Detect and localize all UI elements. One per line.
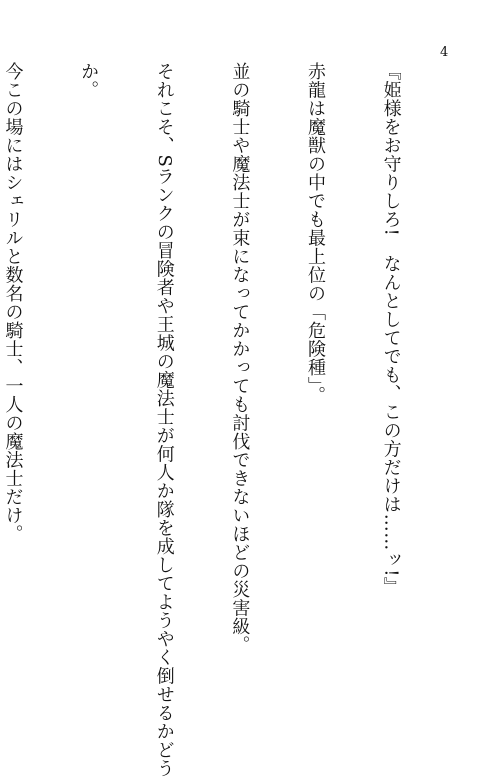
text-line: か。 [78,62,100,99]
novel-text [2,62,454,778]
text-line: 『姫様をお守りしろ! なんとしてでも、この方だけは……ッ!』 [380,62,402,596]
text-line: 今この場にはシェリルと数名の騎士、一人の魔法士だけ。 [2,62,24,543]
text-line: それこそ、Sランクの冒険者や王城の魔法士が何人か隊を成してようやく倒せるかどう [153,62,175,778]
text-line: 並の騎士や魔法士が束になってかかっても討伐できないほどの災害級。 [229,62,251,654]
page-number: 4 [440,45,449,60]
text-line: 赤龍は魔獣の中でも最上位の「危険種」。 [304,62,326,405]
